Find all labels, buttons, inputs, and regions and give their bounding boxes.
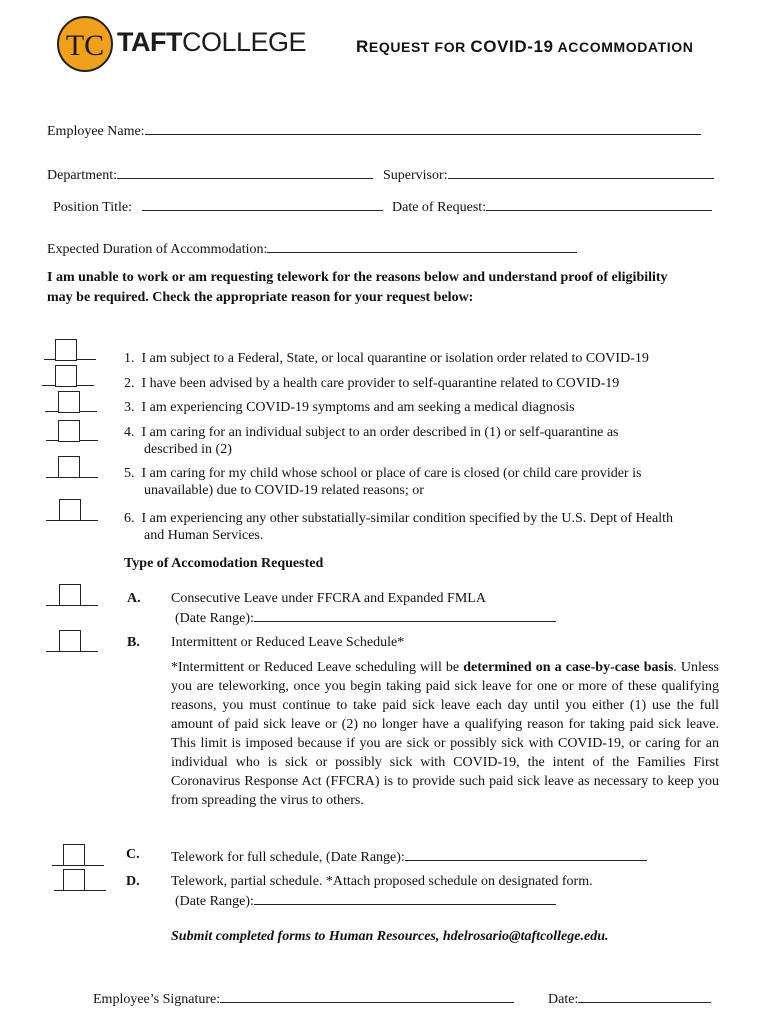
reason-4: 4. I am caring for an individual subject to an order described in (1) or self-quarantine as described in (2) bbox=[124, 425, 619, 457]
employee-signature-field[interactable]: Employee’s Signature: bbox=[93, 988, 514, 1009]
option-d-letter: D. bbox=[126, 874, 140, 889]
reason-3-checkbox-row[interactable] bbox=[45, 387, 97, 412]
department-field[interactable]: Department: bbox=[47, 164, 373, 185]
option-c-checkbox-row[interactable] bbox=[52, 841, 104, 866]
option-b-text: Intermittent or Reduced Leave Schedule* bbox=[171, 635, 405, 650]
option-a-checkbox-row[interactable] bbox=[46, 581, 98, 606]
reason-5-checkbox[interactable] bbox=[58, 456, 80, 478]
reason-6: 6. I am experiencing any other substatially-similar condition specified by the U.S. Dept of Health and Human Services. bbox=[124, 511, 673, 543]
option-a-letter: A. bbox=[127, 591, 141, 606]
reason-4-checkbox[interactable] bbox=[58, 420, 80, 442]
option-b-checkbox[interactable] bbox=[59, 630, 81, 652]
reason-1-checkbox[interactable] bbox=[55, 339, 77, 361]
option-d-checkbox-row[interactable] bbox=[54, 866, 106, 891]
reason-3-checkbox[interactable] bbox=[58, 391, 80, 413]
reason-1: 1. I am subject to a Federal, State, or local quarantine or isolation order related to COVID-19 bbox=[124, 351, 649, 366]
option-b-checkbox-row[interactable] bbox=[46, 627, 98, 652]
option-c-checkbox[interactable] bbox=[63, 844, 85, 866]
option-d-text: Telework, partial schedule. *Attach proposed schedule on designated form. (Date Range): bbox=[171, 874, 593, 909]
reason-2-checkbox[interactable] bbox=[55, 365, 77, 387]
reason-2-checkbox-row[interactable] bbox=[42, 361, 94, 386]
employee-name-field[interactable]: Employee Name: bbox=[47, 120, 701, 141]
reason-5: 5. I am caring for my child whose school or place of care is closed (or child care provider is unavailable) due to COVID-19 related reasons; or bbox=[124, 466, 642, 498]
option-d-checkbox[interactable] bbox=[63, 869, 85, 891]
intermittent-leave-note: *Intermittent or Reduced Leave scheduling will be determined on a case-by-case basis. Unless you are teleworking, once you begin taking paid sick leave for one or more of these qualifying reasons, you must continue to take paid sick leave each day until you either (1) use the full amount of paid sick leave or (2) no longer have a qualifying reason for taking paid sick leave. This limit is imposed because if you are sick or possibly sick with COVID-19, or caring for an individual who is sick or possibly sick with COVID-19, the intent of the Families First Coronavirus Response Act (FFCRA) is to provide such paid sick leave as necessary to keep you from spreading the virus to others. bbox=[171, 660, 719, 808]
option-b-letter: B. bbox=[127, 635, 140, 650]
date-of-request-field[interactable]: Date of Request: bbox=[392, 196, 712, 217]
accommodation-heading: Type of Accomodation Requested bbox=[124, 556, 324, 571]
option-a-checkbox[interactable] bbox=[59, 584, 81, 606]
reason-2: 2. I have been advised by a health care provider to self-quarantine related to COVID-19 bbox=[124, 376, 620, 391]
reason-5-checkbox-row[interactable] bbox=[46, 453, 98, 478]
reason-4-checkbox-row[interactable] bbox=[46, 416, 98, 441]
reason-6-checkbox-row[interactable] bbox=[46, 496, 98, 521]
eligibility-statement: I am unable to work or am requesting telework for the reasons below and understand proof of eligibility may be required. Check the appropriate reason for your request below: bbox=[47, 270, 668, 305]
college-logo-wordmark: TAFTCOLLEGE bbox=[117, 27, 307, 57]
option-c-text: Telework for full schedule, (Date Range): bbox=[171, 846, 647, 866]
expected-duration-field[interactable]: Expected Duration of Accommodation: bbox=[47, 238, 577, 259]
svg-text:TC: TC bbox=[65, 29, 105, 62]
option-c-letter: C. bbox=[126, 847, 140, 862]
reason-6-checkbox[interactable] bbox=[59, 499, 81, 521]
option-a-text: Consecutive Leave under FFCRA and Expanded FMLA (Date Range): bbox=[171, 590, 556, 627]
position-title-field[interactable]: Position Title: bbox=[53, 196, 383, 217]
college-logo-emblem bbox=[57, 16, 113, 72]
monogram-icon bbox=[59, 18, 111, 70]
reason-3: 3. I am experiencing COVID-19 symptoms and am seeking a medical diagnosis bbox=[124, 400, 575, 415]
supervisor-field[interactable]: Supervisor: bbox=[383, 164, 714, 185]
reason-1-checkbox-row[interactable] bbox=[44, 335, 96, 360]
submit-instructions: Submit completed forms to Human Resources, hdelrosario@taftcollege.edu. bbox=[171, 929, 609, 944]
signature-date-field[interactable]: Date: bbox=[548, 988, 711, 1009]
document-title: REQUEST FOR COVID-19 ACCOMMODATION bbox=[356, 37, 694, 56]
